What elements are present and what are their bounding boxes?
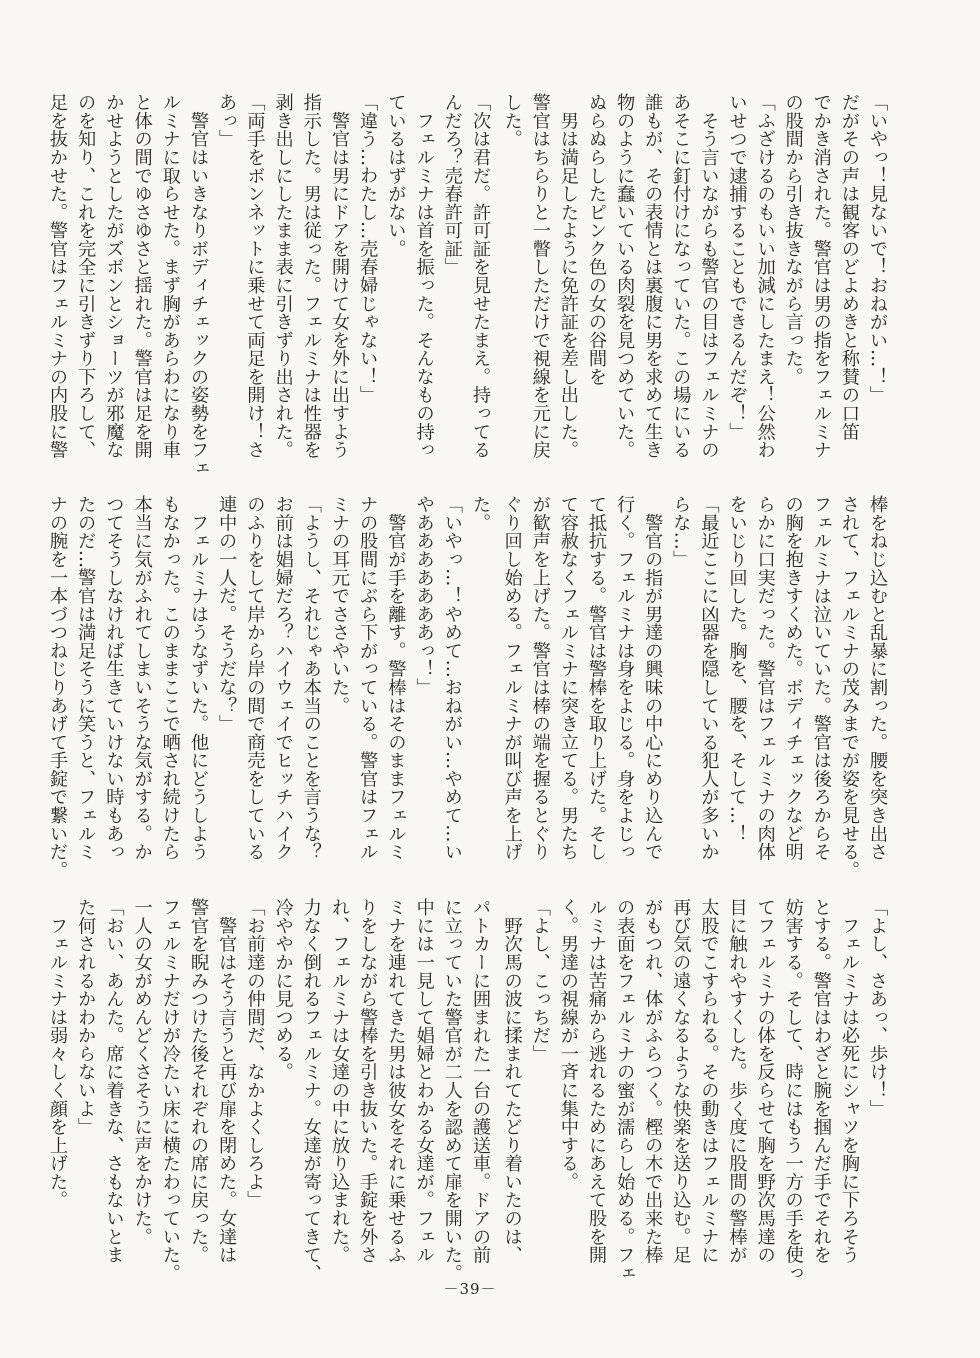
text-column: りをしながら警棒を引き抜いた。手錠を外さ [357, 898, 379, 1264]
text-column: のふりをして岸から岸の間で商売をしている [244, 495, 266, 861]
text-column: く。男達の視線が一斉に集中する。 [557, 898, 579, 1191]
text-column: と体の間でゆさゆさと揺れた。警官は足を開 [131, 93, 153, 459]
text-column: フェルミナは弱々しく顔を上げた。 [47, 898, 68, 1209]
text-column: 再び気の遠くなるような快楽を送り込む。足 [670, 898, 692, 1264]
text-column: れ、フェルミナは女達の中に放り込まれた。 [329, 898, 350, 1264]
text-column: てフェルミナの体を反らせて胸を野次馬達の [754, 898, 776, 1264]
text-column: に立っていた警官が二人を認めて扉を開いた。 [441, 898, 463, 1283]
text-column: した。 [501, 93, 523, 148]
text-column: て容赦なくフェルミナに突き立てる。男たち [557, 495, 579, 861]
text-tier-middle [0, 495, 980, 880]
text-column: 棒をねじ込むと乱暴に割った。腰を突き出さ [867, 495, 888, 861]
text-column: 力なく倒れるフェルミナ。女達が寄ってきて、 [300, 898, 322, 1283]
text-column: らかに口実だった。警官はフェルミナの肉体 [754, 495, 776, 861]
text-column: 「ようし、それじゃあ本当のことを言うな？ [300, 495, 322, 861]
text-column: 警官が手を離す。警棒はそのままフェルミ [385, 495, 407, 861]
text-column: 警官の指が男達の興味の中心にめり込んで [642, 495, 664, 861]
text-column: 「よし、こっちだ」 [529, 898, 551, 1063]
text-column: 目に触れやすくした。歩く度に股間の警棒が [726, 898, 748, 1264]
text-column: 「ふざけるのもいい加減にしたまえ！公然わ [754, 93, 776, 459]
text-column: 「違う…わたし…売春婦じゃない！」 [357, 93, 379, 404]
text-column: フェルミナは首を振った。そんなもの持っ [413, 93, 435, 459]
text-column: 「いやっ…！やめて…おねがい…やめて…い [441, 495, 463, 861]
text-column: 中には一見して娼婦とわかる女達が。フェル [413, 898, 435, 1264]
text-column: がもつれ、体がふらつく。樫の木で出来た棒 [642, 898, 664, 1264]
text-column: んだろ？売春許可証」 [441, 93, 463, 276]
text-column: 野次馬の波に揉まれてたどり着いたのは、 [501, 898, 523, 1264]
text-column: の胸を抱きすくめた。ボディチェックなど明 [782, 495, 804, 861]
text-column: フェルミナだけが冷たい床に横たわっていた。 [159, 898, 181, 1283]
text-tier-top [0, 93, 980, 478]
text-column: ナの腕を一本づつねじりあげて手錠で繋いだ。 [47, 495, 68, 880]
text-column: たのだ…警官は満足そうに笑うと、フェルミ [75, 495, 97, 861]
text-column: あっ」 [216, 93, 238, 148]
text-column: あそこに釘付けになっていた。この場にいる [670, 93, 692, 459]
text-column: 物のように蠢いている肉裂を見つめていた。 [614, 93, 636, 459]
text-column: ルミナは苦痛から逃れるためにあえて股を開 [586, 898, 607, 1264]
text-column: ぐり回し始める。フェルミナが叫び声を上げ [501, 495, 523, 861]
text-column: 警官はそう言うと再び扉を閉めた。女達は [216, 898, 238, 1264]
text-column: 指示した。男は従った。フェルミナは性器を [300, 93, 322, 459]
text-column: フェルミナは必死にシャツを胸に下ろそう [838, 898, 860, 1264]
text-column: のを知り、これを完全に引きずり下ろして、 [75, 93, 97, 459]
text-column: 行く。フェルミナは身をよじる。身をよじっ [614, 495, 636, 861]
text-column: ミナの耳元でささやいた。 [329, 495, 350, 715]
text-column: 一人の女がめんどくさそうに声をかけた。 [131, 898, 153, 1246]
text-column: 妨害する。そして、時にはもう一方の手を使っ [782, 898, 804, 1283]
text-column: ナの股間にぶら下がっている。警官はフェル [357, 495, 379, 861]
text-column: の表面をフェルミナの蜜が濡らし始める。フェ [614, 898, 636, 1283]
text-column: 「次は君だ。許可証を見せたまえ。持ってる [470, 93, 491, 459]
text-column: かせようとしたがズボンとショーツが邪魔な [103, 93, 125, 459]
text-column: た。 [470, 495, 491, 532]
text-column: ミナを連れてきた男は彼女をそれに乗せるふ [385, 898, 407, 1264]
text-column: もなかった。このままここで晒され続けたら [159, 495, 181, 861]
text-column: らな…」 [670, 495, 692, 569]
text-column: 「よし、さあっ、歩け！」 [867, 898, 888, 1118]
text-column: 足を抜かせた。警官はフェルミナの内股に警 [47, 93, 68, 459]
text-column: 「最近ここに凶器を隠している犯人が多いか [698, 495, 720, 861]
text-column: だがその声は観客のどよめきと称賛の口笛 [838, 93, 860, 441]
text-column: 「両手をボンネットに乗せて両足を開け！さ [244, 93, 266, 459]
text-column: ぬらぬらしたピンク色の女の谷間を [586, 93, 607, 386]
text-column: ているはずがない。 [385, 93, 407, 258]
text-column: 警官はちらりと一瞥しただけで視線を元に戻 [529, 93, 551, 459]
text-column: パトカーに囲まれた一台の護送車。ドアの前 [470, 898, 491, 1264]
text-column: た何されるかわからないよ」 [75, 898, 97, 1136]
text-column: そう言いながらも警官の目はフェルミナの [698, 93, 720, 459]
text-column: お前は娼婦だろ？ハイウェイでヒッチハイク [272, 495, 294, 861]
text-tier-bottom [0, 898, 980, 1283]
text-column: 警官は男にドアを開けて女を外に出すよう [329, 93, 350, 459]
text-column: 連中の一人だ。そうだな？」 [216, 495, 238, 733]
text-column: をいじり回した。胸を、腰を、そして…！ [726, 495, 748, 843]
text-column: 「おい、あんた。席に着きな、さもないとま [103, 898, 125, 1264]
page-number: －39－ [443, 1280, 497, 1298]
text-column: 警官はいきなりボディチェックの姿勢をフェ [188, 93, 209, 478]
text-column: とする。警官はわざと腕を掴んだ手でそれを [810, 898, 832, 1264]
text-column: フェルミナは泣いていた。警官は後ろからそ [810, 495, 832, 861]
text-column: 太股でこすられる。その動きはフェルミナに [698, 898, 720, 1264]
text-column: いせつで逮捕することもできるんだぞ！」 [726, 93, 748, 441]
text-column: 冷ややかに見つめる。 [272, 898, 294, 1081]
text-column: 「いやっ！見ないで！おねがい…！」 [867, 93, 888, 404]
text-column: フェルミナはうなずいた。他にどうしよう [188, 495, 209, 861]
text-column: ルミナに取らせた。まず胸があらわになり車 [159, 93, 181, 459]
text-column: 男は満足したように免許証を差し出した。 [557, 93, 579, 459]
text-column: て抵抗する。警官は警棒を取り上げた。そし [586, 495, 607, 861]
text-column: の股間から引き抜きながら言った。 [782, 93, 804, 386]
text-column: されて、フェルミナの茂みまでが姿を見せる。 [838, 495, 860, 880]
text-column: 「お前達の仲間だ、なかよくしろよ」 [244, 898, 266, 1209]
text-column: やあああああああっ！」 [413, 495, 435, 697]
text-column: 警官を睨みつけた後それぞれの席に戻った。 [188, 898, 209, 1264]
text-column: つてそうしなければ生きていけない時もあっ [103, 495, 125, 861]
text-column: 誰もが、その表情とは裏腹に男を求めて生き [642, 93, 664, 459]
text-column: でかき消された。警官は男の指をフェルミナ [810, 93, 832, 459]
text-column: が歓声を上げた。警官は棒の端を握るとぐり [529, 495, 551, 861]
text-column: 本当に気がふれてしまいそうな気がする。か [131, 495, 153, 861]
text-column: 剥き出しにしたまま表に引きずり出された。 [272, 93, 294, 459]
